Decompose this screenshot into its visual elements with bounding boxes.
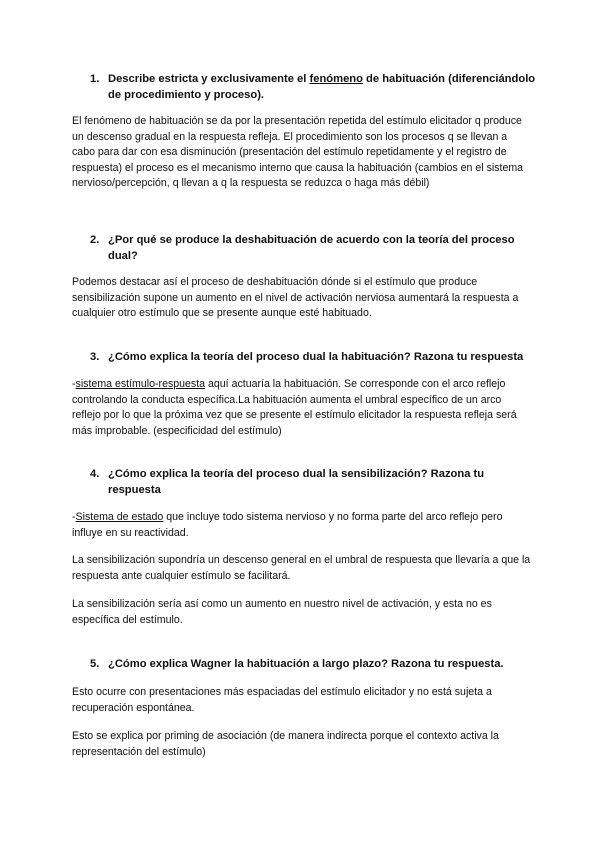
answer-4-paragraph-3 [72, 597, 532, 628]
question-number: 2. [90, 234, 100, 246]
question-number: 5. [90, 658, 100, 670]
question-1-heading [90, 71, 540, 103]
question-5-heading [90, 656, 540, 672]
answer-2-paragraph-1 [72, 275, 532, 322]
answer-text: que incluye todo sistema nervioso y no forma parte del arco reflejo pero influye en su reactividad. [72, 511, 503, 539]
question-text-part: ¿Por qué se produce la deshabituación de acuerdo con la teoría del proceso dual? [108, 234, 515, 262]
answer-1-paragraph-1 [72, 114, 532, 192]
answer-text: aquí actuaría la habituación. Se corresponde con el arco reflejo controlando la conducta específica.La habituación aumenta el umbral específico de un arco reflejo por lo que la próxima vez que se presente el estímulo elicitador la respuesta refleja será más improbable. (especificidad del estímulo) [72, 378, 517, 437]
answer-4-paragraph-2 [72, 553, 532, 584]
answer-text: El fenómeno de habituación se da por la presentación repetida del estímulo elicitador q produce un descenso gradual en la respuesta refleja. El procedimiento son los procesos q se llevan a cabo para dar con esa disminución (presentación del estímulo repetidamente y el registro de respuesta) el proceso es el mecanismo interno que causa la habituación (cambios en el sistema nervioso/percepción, q llevan a q la respuesta se reduzca o haga más débil) [72, 115, 524, 190]
question-text [108, 656, 540, 672]
answer-lead: - [72, 511, 76, 523]
question-text [108, 466, 540, 498]
question-text-part: ¿Cómo explica la teoría del proceso dual la sensibilización? Razona tu respuesta [108, 468, 485, 496]
question-text [108, 71, 540, 103]
answer-text: Esto ocurre con presentaciones más espaciadas del estímulo elicitador y no está sujeta a recuperación espontánea. [72, 686, 492, 714]
question-text [108, 232, 540, 264]
question-text-part: ¿Cómo explica la teoría del proceso dual la habituación? Razona tu respuesta [108, 351, 524, 363]
question-2-heading [90, 232, 540, 264]
question-text-part: Describe estricta y exclusivamente el [108, 73, 310, 85]
answer-text: Esto se explica por priming de asociación (de manera indirecta porque el contexto activa la representación del estímulo) [72, 730, 499, 758]
question-3-heading [90, 349, 540, 365]
question-number: 1. [90, 73, 100, 85]
question-number: 4. [90, 468, 100, 480]
answer-text: La sensibilización supondría un descenso general en el umbral de respuesta que llevaría a que la respuesta ante cualquier estímulo se facilitará. [72, 554, 531, 582]
question-text-part: de habituación (diferenciándolo de procedimiento y proceso). [108, 73, 536, 101]
answer-4-paragraph-1 [72, 510, 532, 541]
underlined-term: sistema estímulo-respuesta [75, 378, 206, 390]
underlined-term: fenómeno [309, 73, 363, 85]
answer-5-paragraph-2 [72, 729, 532, 760]
answer-3-paragraph-1 [72, 377, 532, 439]
question-number: 3. [90, 351, 100, 363]
underlined-term: Sistema de estado [75, 511, 164, 523]
question-4-heading [90, 466, 540, 498]
answer-text: Podemos destacar así el proceso de deshabituación dónde si el estímulo que produce sensibilización supone un aumento en el nivel de activación nerviosa aumentará la respuesta a cualquier otro estímulo que se presente aunque esté habituado. [72, 276, 519, 320]
answer-5-paragraph-1 [72, 685, 532, 716]
question-text [108, 349, 540, 365]
answer-text: La sensibilización sería así como un aumento en nuestro nivel de activación, y esta no es específica del estímulo. [72, 598, 492, 626]
question-text-part: ¿Cómo explica Wagner la habituación a largo plazo? Razona tu respuesta. [108, 658, 504, 670]
answer-lead: - [72, 378, 76, 390]
